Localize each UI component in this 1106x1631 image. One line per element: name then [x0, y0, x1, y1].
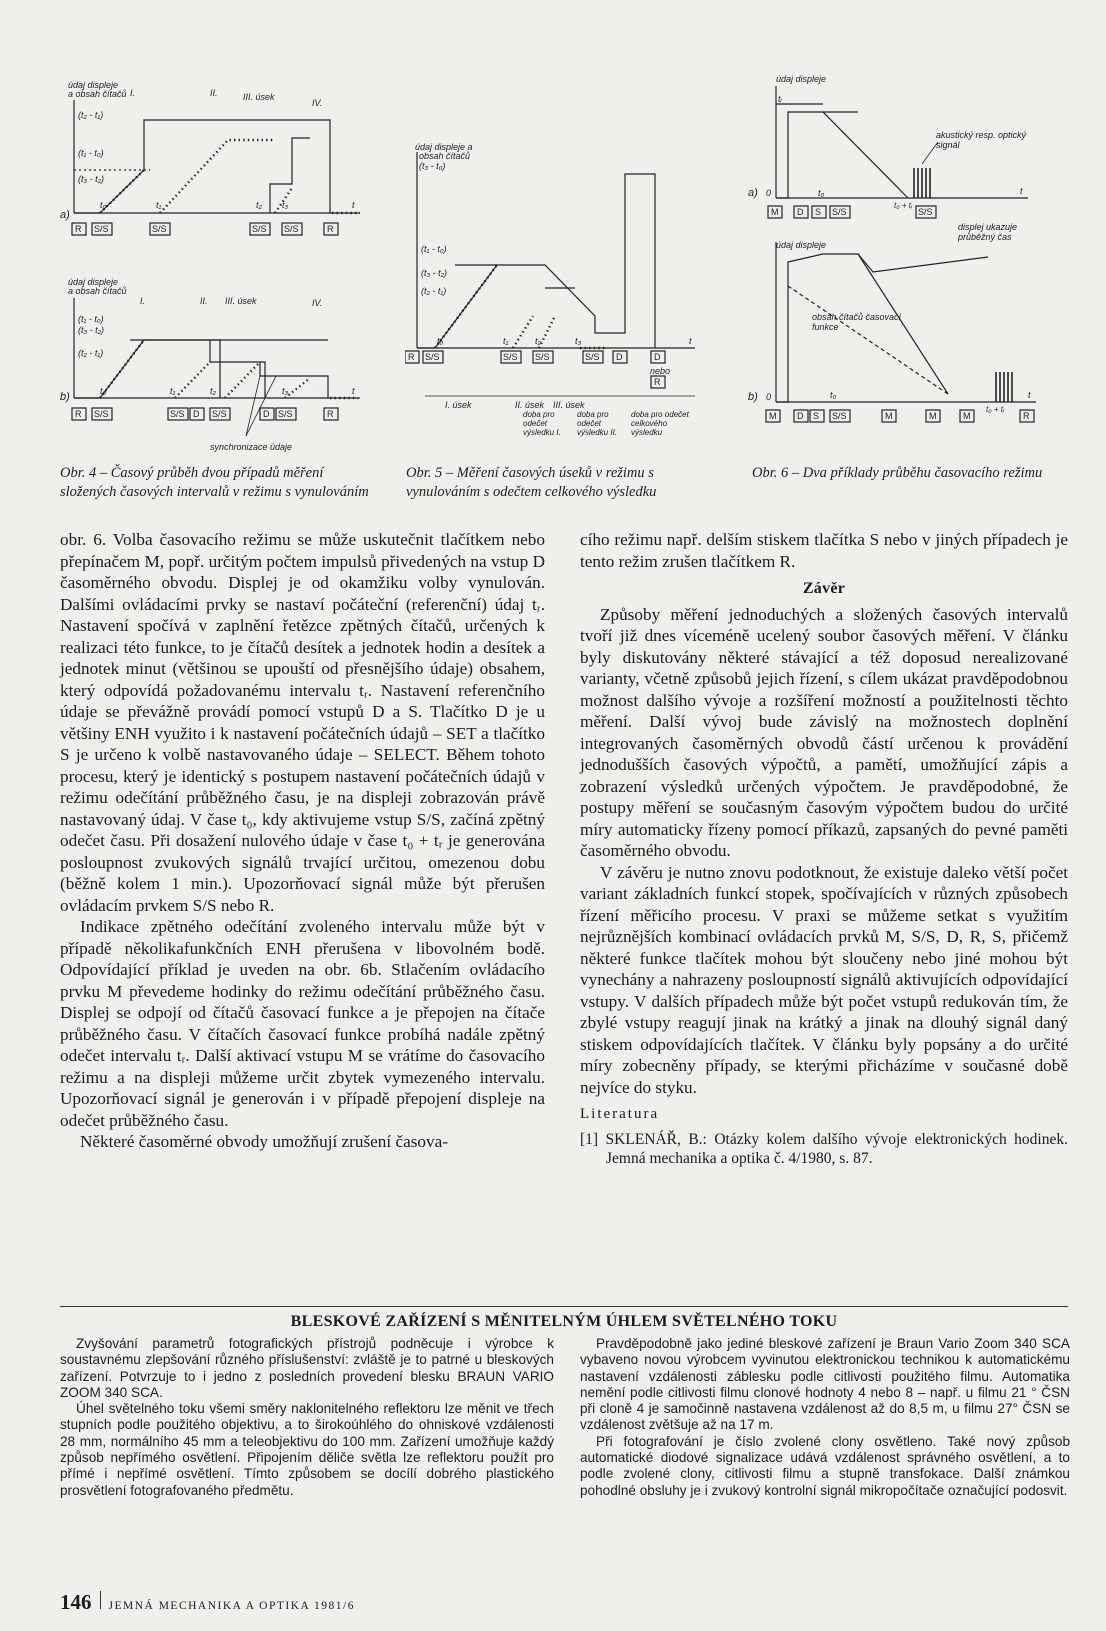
fig5-tick: t₂	[535, 336, 541, 346]
fig5-section: II. úsek	[515, 400, 545, 410]
page-number: 146	[60, 1590, 92, 1614]
svg-text:S/S: S/S	[252, 224, 267, 234]
svg-text:R: R	[75, 409, 82, 419]
svg-text:R: R	[1023, 411, 1030, 421]
fig4-section-label: II.	[210, 88, 218, 98]
fig5-buttons	[405, 351, 670, 388]
svg-text:S/S: S/S	[585, 352, 600, 362]
svg-text:M: M	[771, 207, 779, 217]
figure-4	[60, 78, 380, 460]
fig4-tick: t₁	[156, 200, 162, 210]
fig6-caption: Obr. 6 – Dva příklady průběhu časovacího režimu	[752, 465, 1043, 481]
fig5-nebo: nebo	[650, 366, 671, 376]
fig5-note: doba pro odečet celkového výsledku	[631, 410, 689, 437]
svg-text:R: R	[327, 224, 334, 234]
svg-text:D: D	[193, 409, 200, 419]
conclusion-heading: Závěr	[802, 580, 846, 597]
svg-text:S/S: S/S	[535, 352, 550, 362]
svg-text:D: D	[263, 409, 270, 419]
svg-text:R: R	[654, 377, 661, 387]
news-column-2	[580, 1336, 1070, 1499]
fig5-tick: t₁	[503, 336, 509, 346]
paragraph: Zvyšování parametrů fotografických přístrojů podněcuje i výrobce k soustavnému zlepšování různého příslušenství: zvláště je to patrné u bleskových zařízení. Potvrzuje to i jedno z posledních provedení blesku BRAUN VARIO ZOOM 340 SCA.	[60, 1336, 554, 1400]
fig5-ylabel: údaj displeje a	[415, 142, 473, 152]
fig4-level-label: (t₂ - t₁)	[78, 110, 104, 120]
svg-text:S/S: S/S	[278, 409, 293, 419]
fig6-tick: t	[1020, 186, 1023, 196]
paragraph: Způsoby měření jednoduchých a složených časových intervalů tvoří již dnes víceméně ucelený soubor časových měření. V článku byly diskutovány některé stávající a též doposud nerealizované varianty, včetně způsobů jejich řízení, s cílem ukázat pravděpodobnou možnost dalšího vývoje a rozšíření možností a použitelnosti těchto měření. Další vývoj bude závislý na možnostech doplnění integrovaných časoměrných obvodů částí určenou k provádění jednodušších časových výpočtů, a pamětí, umožňující zápis a zobrazení výsledků určených výpočtem. Je pravděpodobné, že postupy měření se současným časovým výpočtem budou do určité míry automaticky řízeny pomocí příkazů, zapsaných do pevné paměti časoměrného obvodu.	[580, 604, 1068, 860]
journal-name: JEMNÁ MECHANIKA A OPTIKA 1981/6	[108, 1600, 355, 1612]
fig6-tick: 0	[766, 392, 772, 402]
fig4-caption: Obr. 4 – Časový průběh dvou případů měření složených časových intervalů v režimu s vynulováním	[60, 465, 369, 500]
fig6-tick: t₀	[830, 390, 837, 400]
fig6-ylabel: údaj displeje	[776, 74, 827, 84]
fig6-tick: 0	[766, 188, 772, 198]
fig4-tick: t₀	[100, 200, 107, 210]
fig4-section-label: I.	[130, 88, 136, 98]
fig6-tick: t₀ + tᵣ	[894, 201, 913, 210]
figure-5	[405, 138, 705, 460]
fig4-section-label: III. úsek	[243, 92, 275, 102]
fig4-tick: t₂	[210, 386, 216, 396]
main-column-1	[60, 529, 545, 1153]
page-footer	[60, 1590, 355, 1615]
fig4-tick: t₃	[282, 386, 289, 396]
svg-text:M: M	[769, 411, 777, 421]
svg-text:S/S: S/S	[425, 352, 440, 362]
fig5-tick: t₃	[575, 336, 582, 346]
fig6-tick: t₀	[818, 188, 825, 198]
fig6-label-a: a)	[748, 187, 758, 199]
fig4-ylabel: údaj displeje	[68, 277, 119, 287]
fig4-label-a: a)	[60, 209, 70, 221]
fig6-tr: tᵣ	[778, 94, 783, 104]
paragraph: Pravděpodobně jako jediné bleskové zařízení je Braun Vario Zoom 340 SCA vybaveno novou výrobcem vyvinutou elektronickou technikou k automatickému nastavení vzdálenosti záblesku podle citlivosti použitého filmu. Automatika nemění podle citlivosti filmu clonové hodnoty 4 nebo 8 – např. u filmu 21 ° ČSN při cloně 4 je samočinně nastavena vzdálenost až do 8,5 m, u filmu 27° ČSN se vzdálenost zvětšuje až na 17 m.	[580, 1336, 1070, 1433]
fig5-level-label: (t₃ - t₂)	[421, 268, 447, 278]
fig5-tick: t₀	[437, 336, 444, 346]
fig5-level-label: (t₂ - t₁)	[421, 286, 447, 296]
svg-text:D: D	[797, 207, 804, 217]
reference: [1] SKLENÁŘ, B.: Otázky kolem dalšího vývoje elektronických hodinek. Jemná mechanika a optika č. 4/1980, s. 87.	[580, 1130, 1068, 1167]
paragraph: V závěru je nutno znovu podotknout, že existuje daleko větší počet variant základních funkcí stopek, spočívajících v různých způsobech řízení měřicího procesu. V praxi se můžeme setkat s využitím nejrůznějších kombinací ovládacích prvků M, S/S, D, R, S, přičemž některé funkce tlačítek mohou být sloučeny nebo jiné mohou být vynechány a nahrazeny posloupností signálů aktivujících odpovídající vstupy. V dalších případech může být počet vstupů redukován tím, že zbylé vstupy reagují jinak na krátký a jinak na dlouhý signál daný stiskem odpovídajících tlačítek. V článku byly popsány a do určité míry zobecněny případy, se kterými přicházíme v současné době nejvíce do styku.	[580, 862, 1068, 1097]
svg-text:S: S	[815, 207, 822, 217]
news-title: BLESKOVÉ ZAŘÍZENÍ S MĚNITELNÝM ÚHLEM SVĚTELNÉHO TOKU	[290, 1313, 838, 1330]
fig4-buttons-a	[72, 223, 338, 235]
fig6-display-note: displej ukazuje průběžný čas	[958, 222, 1018, 242]
fig5-level-label: (t₁ - t₀)	[421, 244, 447, 254]
fig4-ylabel: a obsah čítačů	[68, 286, 127, 296]
fig5-note: doba pro odečet výsledku II.	[577, 410, 618, 437]
divider	[60, 1306, 1068, 1307]
svg-text:S/S: S/S	[94, 224, 109, 234]
svg-text:D: D	[797, 411, 804, 421]
paragraph: Některé časoměrné obvody umožňují zrušení časova-	[80, 1132, 448, 1151]
paragraph: obr. 6. Volba časovacího režimu se může uskutečnit tlačítkem nebo přepínačem M, popř. určitým počtem impulsů přivedených na vstup D časoměrného obvodu. Displej je od okamžiku volby vynulován. Dalšími ovládacími prvky se nastaví počáteční (referenční) údaj tᵣ. Nastavení spočívá v zaplnění řetězce zpětných čítačů, určených k realizaci této funkce, to je čítačů desítek a jednotek hodin a desítek a jednotek minut (většinou se upouští od přesnějšího údaje) obsahem, který odpovídá požadovanému intervalu tᵣ. Nastavení referenčního údaje se převážně provádí pomocí vstupů D a S. Tlačítko D je u většiny ENH využito i k nastavení počátečních údajů – SET a tlačítko S je určeno k volbě nastavovaného údaje – SELECT. Během tohoto procesu, který je identický s postupem nastavení počátečních údajů v režimu odečítání průběžného času, je na displeji zobrazován právě nastavovaný údaj. V čase t₀, kdy aktivujeme vstup S/S, začíná zpětný odečet času. Při dosažení nulového údaje v čase t₀ + tᵣ je generována posloupnost zvukových signálů trvající určitou, omezenou dobu (běžně kolem 1 min.). Upozorňovací signál může být přerušen ovládacím prvkem S/S nebo R.	[60, 530, 545, 915]
svg-text:S/S: S/S	[832, 207, 847, 217]
fig4-tick: t₃	[282, 200, 289, 210]
fig4-section-label: III. úsek	[225, 296, 257, 306]
paragraph: Při fotografování je číslo zvolené clony osvětleno. Také nový způsob automatické diodové signalizace udává vzdálenost správného osvětlení, a to podle zvolené clony, citlivosti filmu a stupně transfokace. Další známkou pohodlné obsluhy je i zvukový kontrolní signál mikropočítače označující podosvit.	[580, 1433, 1070, 1498]
fig4-ylabel: a obsah čítačů	[68, 89, 127, 99]
fig4-tick: t	[352, 200, 355, 210]
svg-text:S/S: S/S	[170, 409, 185, 419]
fig5-ylabel: obsah čítačů	[419, 151, 471, 161]
footer-separator	[100, 1591, 101, 1609]
fig4-section-label: I.	[140, 296, 146, 306]
svg-text:S/S: S/S	[284, 224, 299, 234]
fig4-level-label: (t₁ - t₀)	[78, 148, 104, 158]
fig4-buttons-b	[72, 408, 338, 420]
svg-text:R: R	[327, 409, 334, 419]
fig6-tick: t₀ + tᵣ	[986, 405, 1005, 414]
svg-text:S/S: S/S	[212, 409, 227, 419]
fig4-tick: t₀	[100, 386, 107, 396]
fig4-section-label: IV.	[312, 298, 323, 308]
fig4-section-label: II.	[200, 296, 208, 306]
svg-text:M: M	[885, 411, 893, 421]
news-column-1	[60, 1336, 554, 1499]
literature-heading: Literatura	[580, 1106, 660, 1122]
fig6-acoustic-note: akustický resp. optický signál	[936, 130, 1027, 150]
svg-text:R: R	[75, 224, 82, 234]
fig5-section: III. úsek	[553, 400, 585, 410]
paragraph: cího režimu např. delším stiskem tlačítka S nebo v jiných případech je tento režim zrušen tlačítkem R.	[580, 530, 1068, 571]
paragraph: Indikace zpětného odečítání zvoleného intervalu může být v případě několikafunkčních ENH přerušena v libovolném bodě. Odpovídající příklad je uveden na obr. 6b. Stlačením ovládacího prvku M převedeme hodinky do režimu odečítání průběžného času. Displej se odpojí od čítačů časovací funkce a je přepojen na čítače průběžného času. V čítačích časovací funkce probíhá nadále zpětný odečet intervalu tᵣ. Další aktivací vstupu M se vrátíme do časovacího režimu a na displeji můžeme určit zbytek vymezeného intervalu. Upozorňovací signál je generován i v případě přepojení displeje na odečet průběžného času.	[60, 917, 545, 1130]
fig5-tick: t	[689, 336, 692, 346]
fig6-label-b: b)	[748, 391, 758, 403]
fig5-note: doba pro odečet výsledku I.	[523, 410, 561, 437]
fig5-caption: Obr. 5 – Měření časových úseků v režimu s vynulováním s odečtem celkového výsledku	[406, 465, 657, 500]
fig4-tick: t	[352, 386, 355, 396]
fig6-tick: t	[1028, 390, 1031, 400]
svg-text:M: M	[963, 411, 971, 421]
fig5-level-label: (t₃ - t₀)	[419, 161, 446, 171]
svg-text:D: D	[616, 352, 623, 362]
fig4-note: synchronizace údaje	[210, 442, 293, 452]
svg-text:M: M	[929, 411, 937, 421]
svg-text:S/S: S/S	[503, 352, 518, 362]
svg-text:S/S: S/S	[832, 411, 847, 421]
fig4-tick: t₁	[170, 386, 176, 396]
svg-text:R: R	[408, 352, 415, 362]
fig4-level-label: (t₃ - t₂)	[78, 325, 104, 335]
svg-text:S: S	[813, 411, 820, 421]
fig4-label-b: b)	[60, 391, 70, 403]
figure-6	[748, 72, 1058, 460]
paragraph: Úhel světelného toku všemi směry naklonitelného reflektoru lze měnit ve třech stupních podle použitého objektivu, a to širokoúhlého do ohniskové vzdálenosti 28 mm, normálního 45 mm a teleobjektivu do 100 mm. Zařízení umožňuje každý způsob nepřímého osvětlení. Připojením děliče světla lze reflektoru použít pro přímé i nepřímé osvětlení. Tímto způsobem se docílí dobrého plastického prosvětlení fotografovaného předmětu.	[60, 1401, 554, 1498]
fig4-level-label: (t₂ - t₁)	[78, 348, 104, 358]
svg-text:S/S: S/S	[94, 409, 109, 419]
svg-text:D: D	[654, 352, 661, 362]
svg-text:S/S: S/S	[918, 207, 933, 217]
fig6-counter-note: obsah čítačů časovací funkce	[812, 312, 902, 332]
svg-text:S/S: S/S	[152, 224, 167, 234]
fig5-section: I. úsek	[445, 400, 472, 410]
fig4-ylabel: údaj displeje	[68, 80, 119, 90]
main-column-2	[580, 529, 1068, 1168]
fig4-level-label: (t₁ - t₀)	[78, 314, 104, 324]
fig6-ylabel: údaj displeje	[776, 240, 827, 250]
fig4-section-label: IV.	[312, 98, 323, 108]
fig4-level-label: (t₃ - t₂)	[78, 174, 104, 184]
fig4-tick: t₂	[256, 200, 262, 210]
